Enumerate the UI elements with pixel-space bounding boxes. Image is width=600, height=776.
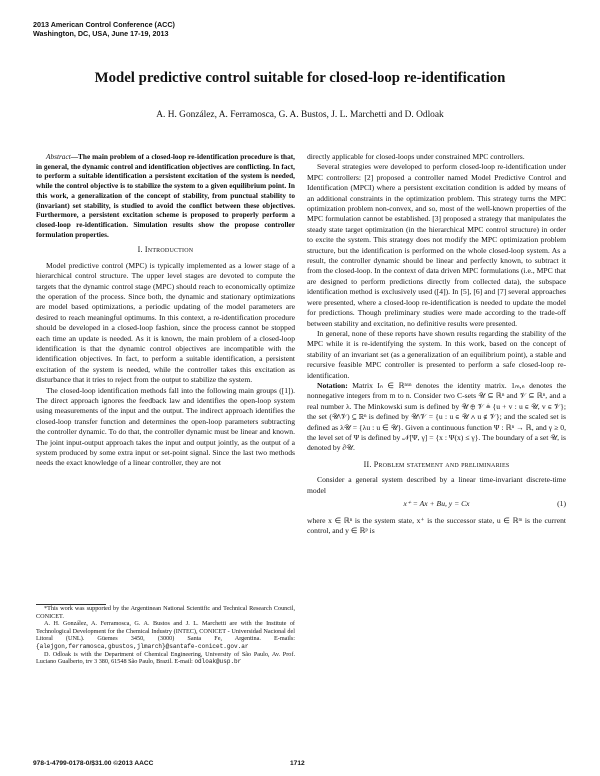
intro-paragraph-1: Model predictive control (MPC) is typically implemented as a lower stage of a hierarchical control structure. The upper level stages are devoted to compute the targets that the dynamic control stage (MPC) should reach to economically optimize the operation of the process. Since both, the dynamic and stationary optimizations are model based optimizations, a periodic updating of the model parameters are desired to reach meaningful optimums. In this context, a re-identification procedure should be developed in a closed-loop fashion, since the process cannot be stopped each time an update is needed. As it is known, the main problem of a closed-loop identification is that the dynamic control objectives are incompatible with the identification objectives. In fact, to perform a suitable identification, a persistent excitation of the system is needed, while the controller takes this excitation as disturbance that it tries to reject from the output to stabilize the system.: [36, 260, 295, 385]
strategies-paragraph: Several strategies were developed to perform closed-loop re-identification under MPC controllers: [2] proposed a controller named Model Predictive Control and Identification (MPCI) where a persistent excitation condition is added by means of an additional constraints in the optimization problem. This strategy turns the MPC optimization problem non-convex, and so, most of the well-known properties of the MPC formulation cannot be established. [3] proposed a strategy that manipulates the steady state target optimization (in the hierarchical MPC control structure) in order to excite the system. This strategy does not modify the MPC optimization problem structure, but the identification is performed on the whole closed-loop system. As a result, the controller dynamic should be linear and perfectly known, to subtract it from the closed-loop. In the context of data driven MPC formulations (i.e., MPC that are designed to perform predictions directly from collected data), the subspace identification method is exclusively used ([4]). In [5], [6] and [7] several approaches were presented, where a closed-loop re-identification is needed to update the model for predictions. Though preliminary studies were made according to the trade-off between stability and excitation, no definitive results were presented.: [307, 162, 566, 328]
right-column: [307, 152, 566, 537]
abstract-label: Abstract: [46, 152, 71, 161]
footnote-funding: *This work was supported by the Argentinean National Scientific and Technical Research Council, CONICET.: [36, 605, 295, 620]
email-list-1[interactable]: {alejgon,ferramosca,gbustos,jlmarch}@santafe-conicet.gov.ar: [36, 642, 249, 650]
intro-paragraph-2: The closed-loop identification methods fall into the following main groups ([1]). The direct approach ignores the feedback law and identifies the open-loop system using measurements of the input and the output. The indirect approach identifies the closed-loop transfer function and determines the open-loop parameters subtracting the controller dynamic. To do that, the controller dynamic must be linear and known. The joint input-output approach takes the input and output jointly, as the output of a system produced by some extra input or set-point signal. Since the last two methods needs the exact knowledge of a linear controller, they are not: [36, 385, 295, 468]
notation-paragraph: [307, 381, 566, 454]
conference-location: Washington, DC, USA, June 17-19, 2013: [33, 29, 169, 38]
equation-number: (1): [557, 499, 566, 508]
consider-paragraph: Consider a general system described by a linear time-invariant discrete-time model: [307, 475, 566, 495]
equation-body: x⁺ = Ax + Bu, y = Cx: [403, 499, 470, 508]
section-1-heading: I. Introduction: [137, 245, 194, 255]
footnote-affiliation-2: D. Odloak is with the Department of Chemical Engineering, University of São Paulo, Av. Prof. Luciano Gualberto, trv 3 380, 61548 São Paulo, Brazil. E-mail: odloak@usp.br: [36, 650, 295, 666]
footnote-affiliation-1: A. H. González, A. Ferramosca, G. A. Bustos and J. L. Marchetti are with the Institute of Technological Development for the Chemical Industry (INTEC), CONICET - Universidad Nacional del Litoral (UNL). Güemes 3450, (3000) Santa Fe, Argentina. E-mails: {alejgon,ferramosca,gbustos,jlmarch}@santafe-conicet.gov.ar: [36, 620, 295, 650]
footnotes: [36, 604, 295, 666]
abstract-text: —The main problem of a closed-loop re-identification procedure is that, in general, the dynamic control and identification objectives are conflicting. In fact, to perform a suitable identification a persistent excitation of the system is needed, while the control objective is to stabilize the system to a given equilibrium point. In this work, a generalization of the concept of stability, from punctual stability to (invariant) set stability, is studied to avoid the conflict between these objectives. Furthermore, a persistent excitation scheme is proposed to properly perform a closed-loop re-identification. Simulation results show the propose controller formulation properties.: [36, 152, 295, 239]
left-column: [36, 152, 295, 469]
paper-title: Model predictive control suitable for closed-loop re-identification: [94, 70, 506, 86]
notation-text: Matrix Iₙ ∈ ℝⁿˣⁿ denotes the identity matrix. 1ₘ,ₙ denotes the nonnegative integers from m to n. Consider two C-sets 𝒰 ⊆ ℝⁿ and 𝒱 ⊆ ℝⁿ, and a real number λ. The Minkowski sum is defined by 𝒰 ⊕ 𝒱 ≜ {u + v : u ∈ 𝒰, v ∈ 𝒱}; the set (𝒰\𝒱) ⊆ ℝⁿ is defined by 𝒰\𝒱 = {u : u ∈ 𝒰 ∧ u ∉ 𝒱}; and the scaled set is defined as λ𝒰 = {λu : u ∈ 𝒰}. Given a continuous function Ψ : ℝⁿ → ℝ, and γ ≥ 0, the level set of Ψ is defined by 𝒩[Ψ, γ] = {x : Ψ(x) ≤ γ}. The boundary of a set 𝒰, is denoted by ∂𝒰.: [307, 380, 566, 453]
isbn-footer: 978-1-4799-0178-0/$31.00 ©2013 AACC: [33, 760, 154, 767]
general-paragraph: In general, none of these reports have shown results regarding the stability of the MPC while it is re-identifying the system. In this work, based on the concept of stability of an invariant set (as a generalization of an equilibrium point), a stable and recursive feasible MPC controller is presented to perform a safe closed-loop re-identification.: [307, 328, 566, 380]
abstract: [36, 152, 295, 239]
where-paragraph: where x ∈ ℝⁿ is the system state, x⁺ is the successor state, u ∈ ℝᵐ is the current control, and y ∈ ℝᵖ is: [307, 516, 566, 536]
section-2-heading: II. Problem statement and preliminaries: [363, 459, 510, 469]
conference-header: [33, 20, 175, 38]
email-odloak[interactable]: odloak@usp.br: [194, 658, 242, 666]
equation-1: [307, 499, 566, 513]
intro-continued: directly applicable for closed-loops under constrained MPC controllers.: [307, 152, 525, 161]
page-number: 1712: [290, 760, 305, 767]
conference-name: 2013 American Control Conference (ACC): [33, 20, 175, 29]
notation-label: Notation:: [317, 380, 348, 390]
paper-authors: A. H. González, A. Ferramosca, G. A. Bustos, J. L. Marchetti and D. Odloak: [156, 110, 444, 120]
